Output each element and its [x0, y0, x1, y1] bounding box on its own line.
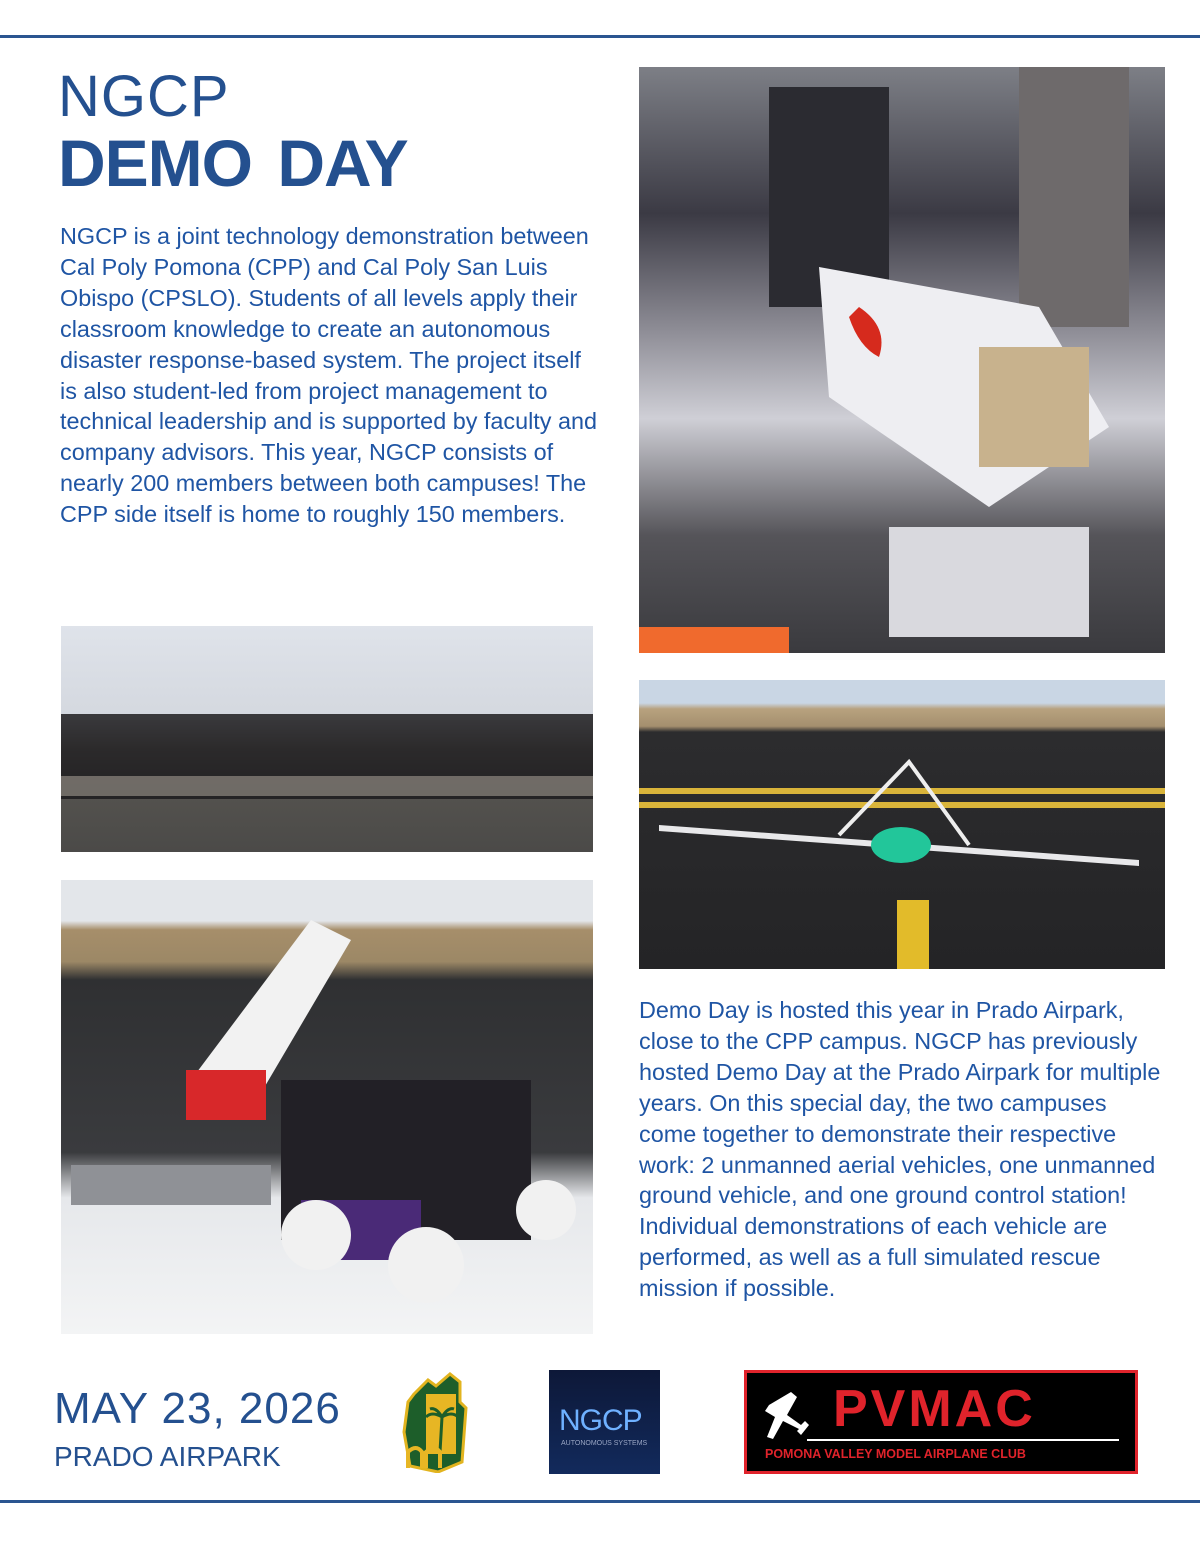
event-location: PRADO AIRPARK [54, 1441, 281, 1472]
pvmac-logo-text: PVMAC [833, 1380, 1036, 1438]
title-demo-day: DEMO DAY [58, 126, 408, 200]
photo-aircraft-table [639, 67, 1165, 653]
pvmac-logo [744, 1370, 1138, 1474]
event-date: MAY 23, 2026 [54, 1384, 341, 1433]
bottom-divider [0, 1500, 1200, 1503]
ngcp-logo-text: NGCP [559, 1404, 642, 1437]
ngcp-logo-subtitle: AUTONOMOUS SYSTEMS [561, 1440, 648, 1447]
airplane-icon [761, 1387, 821, 1447]
title-ngcp: NGCP [58, 64, 230, 129]
top-divider [0, 35, 1200, 38]
cpp-logo [402, 1372, 468, 1473]
photo-team-group [61, 626, 593, 852]
photo-plane-runway [639, 680, 1165, 969]
pvmac-logo-subtitle: POMONA VALLEY MODEL AIRPLANE CLUB [765, 1447, 1026, 1461]
photo-ground-robot [61, 880, 593, 1334]
location-paragraph: Demo Day is hosted this year in Prado Airpark, close to the CPP campus. NGCP has previously hosted Demo Day at the Prado Airpark for multiple years. On this special day, the two campuses come together to demonstrate their respective work: 2 unmanned aerial vehicles, one unmanned ground vehicle, and one ground control station! Individual demonstrations of each vehicle are performed, as well as a full simulated rescue mission if possible. [639, 997, 1161, 1302]
intro-paragraph: NGCP is a joint technology demonstration between Cal Poly Pomona (CPP) and Cal Poly San Luis Obispo (CPSLO). Students of all levels apply their classroom knowledge to create an autonomous disaster response-based system. The project itself is also student-led from project management to technical leadership and is supported by faculty and company advisors. This year, NGCP consists of nearly 200 members between both campuses! The CPP side itself is home to roughly 150 members. [60, 223, 598, 528]
ngcp-logo [549, 1370, 660, 1474]
